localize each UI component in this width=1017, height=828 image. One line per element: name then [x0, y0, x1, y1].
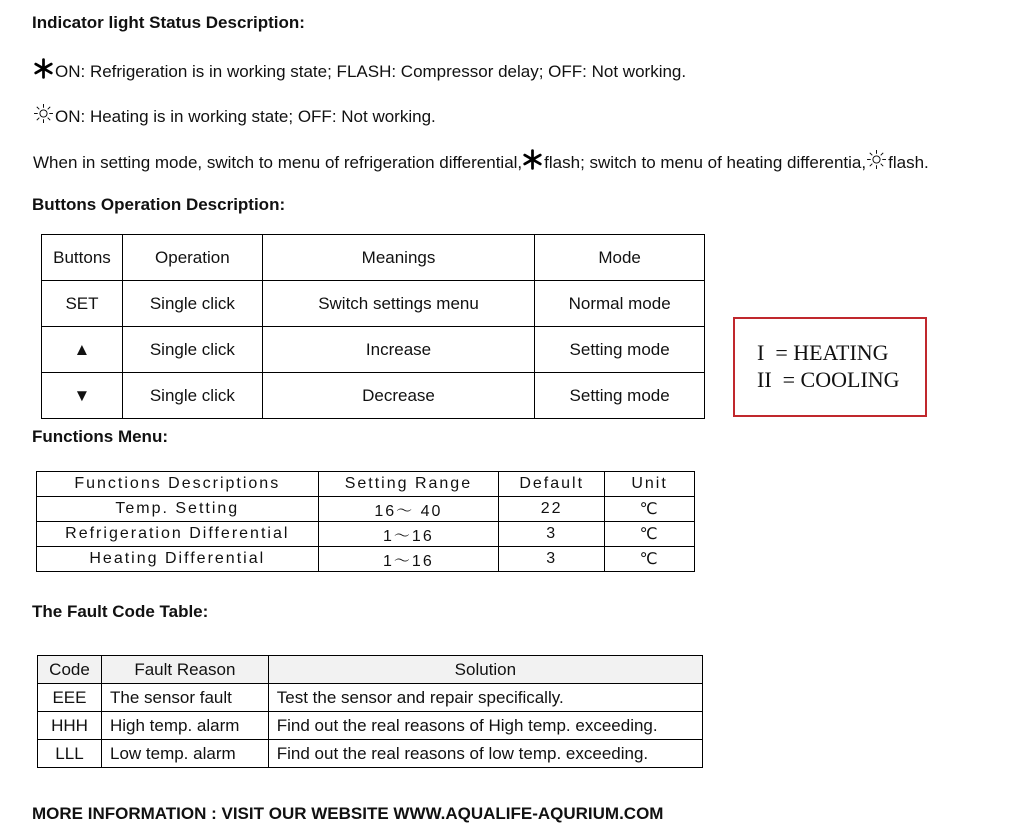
- solution-cell: Test the sensor and repair specifically.: [268, 684, 702, 712]
- header-cell: Mode: [535, 235, 705, 281]
- sun-icon: [33, 103, 54, 124]
- table-row: [38, 712, 703, 740]
- default-cell: 22: [499, 497, 605, 522]
- table-row: [37, 547, 695, 572]
- heating-status-line: [33, 103, 436, 127]
- table-row: [37, 522, 695, 547]
- header-cell: Fault Reason: [101, 656, 268, 684]
- solution-cell: Find out the real reasons of High temp. exceeding.: [268, 712, 702, 740]
- legend-cooling: II = COOLING: [757, 367, 900, 392]
- table-header-row: [37, 472, 695, 497]
- code-cell: HHH: [38, 712, 102, 740]
- cooling-status-text: ON: Refrigeration is in working state; FLASH: Compressor delay; OFF: Not working.: [55, 62, 687, 81]
- unit-cell: ℃: [605, 547, 695, 572]
- table-row: [42, 281, 705, 327]
- cooling-status-line: [33, 58, 686, 82]
- header-cell: Operation: [122, 235, 262, 281]
- table-header-row: [38, 656, 703, 684]
- reason-cell: Low temp. alarm: [101, 740, 268, 768]
- down-arrow-icon: ▼: [42, 373, 123, 419]
- header-cell: Setting Range: [318, 472, 499, 497]
- button-cell: SET: [42, 281, 123, 327]
- header-cell: Functions Descriptions: [37, 472, 319, 497]
- header-cell: Buttons: [42, 235, 123, 281]
- unit-cell: ℃: [605, 522, 695, 547]
- header-cell: Solution: [268, 656, 702, 684]
- reason-cell: The sensor fault: [101, 684, 268, 712]
- header-cell: Code: [38, 656, 102, 684]
- code-cell: LLL: [38, 740, 102, 768]
- table-row: [42, 373, 705, 419]
- table-header-row: [42, 235, 705, 281]
- up-arrow-icon: ▲: [42, 327, 123, 373]
- default-cell: 3: [499, 547, 605, 572]
- table-row: [38, 684, 703, 712]
- function-desc-cell: Temp. Setting: [37, 497, 319, 522]
- range-cell: 1～16: [318, 522, 499, 547]
- unit-cell: ℃: [605, 497, 695, 522]
- functions-heading: Functions Menu:: [32, 427, 168, 446]
- setting-mode-text-3: flash.: [888, 153, 929, 172]
- header-cell: Default: [499, 472, 605, 497]
- function-desc-cell: Refrigeration Differential: [37, 522, 319, 547]
- table-row: [42, 327, 705, 373]
- header-cell: Unit: [605, 472, 695, 497]
- mode-cell: Setting mode: [535, 373, 705, 419]
- heating-status-text: ON: Heating is in working state; OFF: Not working.: [55, 107, 436, 126]
- fault-code-table: [37, 655, 703, 768]
- setting-mode-text-2: flash; switch to menu of heating differentia,: [544, 153, 867, 172]
- default-cell: 3: [499, 522, 605, 547]
- buttons-heading: Buttons Operation Description:: [32, 195, 286, 214]
- indicator-heading: Indicator light Status Description:: [32, 13, 305, 32]
- faults-heading: The Fault Code Table:: [32, 602, 209, 621]
- reason-cell: High temp. alarm: [101, 712, 268, 740]
- range-cell: 16～ 40: [318, 497, 499, 522]
- range-cell: 1～16: [318, 547, 499, 572]
- snowflake-icon: [33, 58, 54, 79]
- meaning-cell: Switch settings menu: [262, 281, 535, 327]
- sun-icon: [866, 149, 887, 170]
- mode-legend-box: [733, 317, 927, 417]
- buttons-table: [41, 234, 705, 419]
- operation-cell: Single click: [122, 327, 262, 373]
- header-cell: Meanings: [262, 235, 535, 281]
- setting-mode-text-1: When in setting mode, switch to menu of refrigeration differential,: [33, 153, 523, 172]
- legend-heating: I = HEATING: [757, 340, 889, 365]
- mode-cell: Setting mode: [535, 327, 705, 373]
- solution-cell: Find out the real reasons of low temp. exceeding.: [268, 740, 702, 768]
- snowflake-icon: [522, 149, 543, 170]
- table-row: [37, 497, 695, 522]
- website-footer: MORE INFORMATION : VISIT OUR WEBSITE WWW.AQUALIFE-AQURIUM.COM: [32, 804, 664, 823]
- meaning-cell: Decrease: [262, 373, 535, 419]
- operation-cell: Single click: [122, 373, 262, 419]
- mode-cell: Normal mode: [535, 281, 705, 327]
- table-row: [38, 740, 703, 768]
- code-cell: EEE: [38, 684, 102, 712]
- functions-table: [36, 471, 695, 572]
- setting-mode-line: [33, 149, 929, 173]
- meaning-cell: Increase: [262, 327, 535, 373]
- operation-cell: Single click: [122, 281, 262, 327]
- function-desc-cell: Heating Differential: [37, 547, 319, 572]
